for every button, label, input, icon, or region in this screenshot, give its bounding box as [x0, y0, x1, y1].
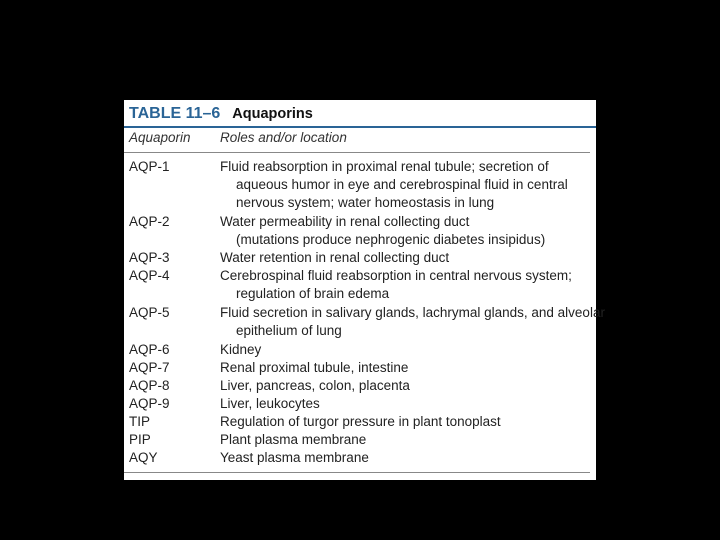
row-text: Fluid secretion in salivary glands, lachrymal glands, and alveolar — [220, 305, 605, 320]
table-panel — [124, 100, 605, 480]
row-name: AQP-5 — [129, 305, 170, 320]
row-text: Fluid reabsorption in proximal renal tubule; secretion of — [220, 159, 549, 174]
row-text: Water permeability in renal collecting duct — [220, 214, 470, 229]
row-name: AQP-1 — [129, 159, 170, 174]
row-name: AQP-4 — [129, 268, 170, 283]
row-name: AQP-6 — [129, 342, 170, 357]
row-text: nervous system; water homeostasis in lung — [236, 195, 495, 210]
row-text: aqueous humor in eye and cerebrospinal fluid in central — [236, 177, 568, 192]
row-text: regulation of brain edema — [236, 286, 390, 301]
row-name: TIP — [129, 414, 151, 429]
row-name: AQP-3 — [129, 250, 170, 265]
row-text: Kidney — [220, 342, 262, 357]
row-text: epithelium of lung — [236, 323, 342, 338]
row-text: Regulation of turgor pressure in plant tonoplast — [220, 414, 501, 429]
row-text: Renal proximal tubule, intestine — [220, 360, 409, 375]
row-text: (mutations produce nephrogenic diabetes insipidus) — [236, 232, 546, 247]
row-text: Water retention in renal collecting duct — [220, 250, 450, 265]
column-header-roles: Roles and/or location — [220, 130, 347, 145]
header-rule — [124, 152, 590, 153]
title-rule — [124, 126, 596, 128]
row-name: PIP — [129, 432, 151, 447]
row-text: Plant plasma membrane — [220, 432, 367, 447]
row-name: AQP-2 — [129, 214, 170, 229]
row-name: AQP-9 — [129, 396, 170, 411]
row-name: AQP-7 — [129, 360, 170, 375]
row-name: AQP-8 — [129, 378, 170, 393]
table-number: TABLE 11–6 — [129, 105, 221, 122]
table-title — [129, 105, 313, 123]
row-name: AQY — [129, 450, 158, 465]
column-header-aquaporin: Aquaporin — [129, 130, 191, 145]
row-text: Yeast plasma membrane — [220, 450, 369, 465]
row-text: Liver, leukocytes — [220, 396, 320, 411]
footer-rule — [124, 472, 590, 473]
row-text: Cerebrospinal fluid reabsorption in central nervous system; — [220, 268, 572, 283]
row-text: Liver, pancreas, colon, placenta — [220, 378, 410, 393]
table-name: Aquaporins — [232, 106, 313, 122]
